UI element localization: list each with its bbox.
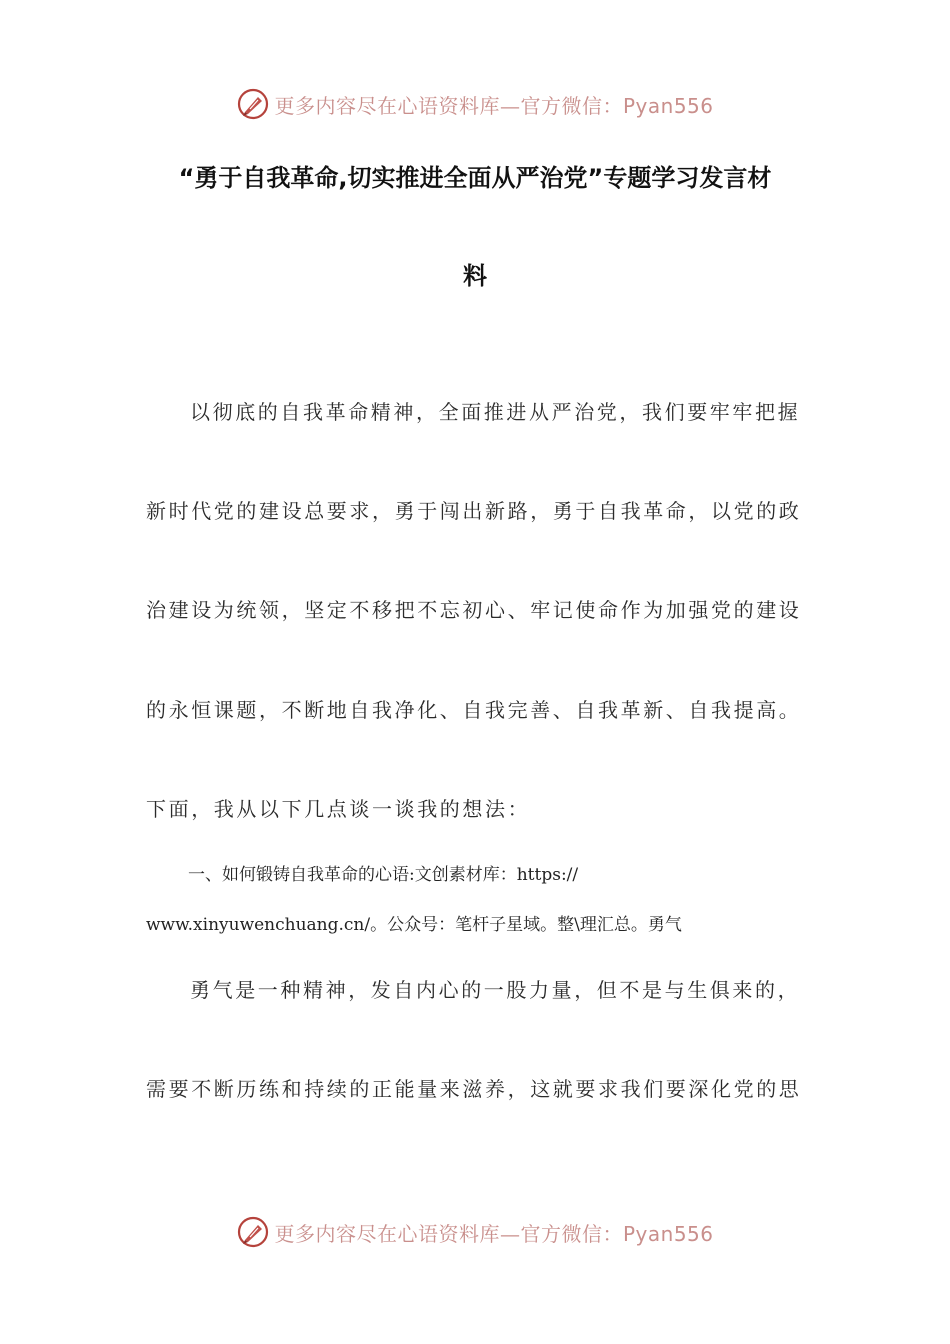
body-text-line: 需要不断历练和持续的正能量来滋养，这就要求我们要深化党的思 xyxy=(146,1077,802,1101)
section-heading-line-1: 一、如何锻铸自我革命的心语:文创素材库：https:// xyxy=(188,865,579,885)
pen-nib-logo-icon xyxy=(236,87,270,121)
footer-wechat-id: Pyan556 xyxy=(622,1221,714,1246)
body-text-line: 治建设为统领，坚定不移把不忘初心、牢记使命作为加强党的建设 xyxy=(146,598,802,622)
footer-banner-label: 更多内容尽在心语资料库—官方微信： xyxy=(274,1221,623,1246)
header-banner xyxy=(0,84,950,124)
body-text-line: 新时代党的建设总要求，勇于闯出新路，勇于自我革命，以党的政 xyxy=(146,499,802,523)
document-title-line-2: 料 xyxy=(463,262,487,290)
document-title-line-1: “勇于自我革命,切实推进全面从严治党”专题学习发言材 xyxy=(178,164,772,192)
header-wechat-id: Pyan556 xyxy=(622,93,714,118)
pen-nib-logo-icon xyxy=(236,1215,270,1249)
header-banner-text xyxy=(274,90,713,119)
body-text-line: 下面，我从以下几点谈一谈我的想法： xyxy=(146,797,531,821)
section-heading-line-2: www.xinyuwenchuang.cn/。公众号：笔杆子星域。整\理汇总。勇气 xyxy=(146,915,682,935)
footer-banner-text xyxy=(274,1218,713,1247)
body-text-line: 的永恒课题，不断地自我净化、自我完善、自我革新、自我提高。 xyxy=(146,698,802,722)
footer-banner xyxy=(0,1212,950,1252)
body-text-line: 以彻底的自我革命精神，全面推进从严治党，我们要牢牢把握 xyxy=(190,400,801,424)
body-text-line: 勇气是一种精神，发自内心的一股力量，但不是与生俱来的， xyxy=(190,978,801,1002)
header-banner-label: 更多内容尽在心语资料库—官方微信： xyxy=(274,93,623,118)
